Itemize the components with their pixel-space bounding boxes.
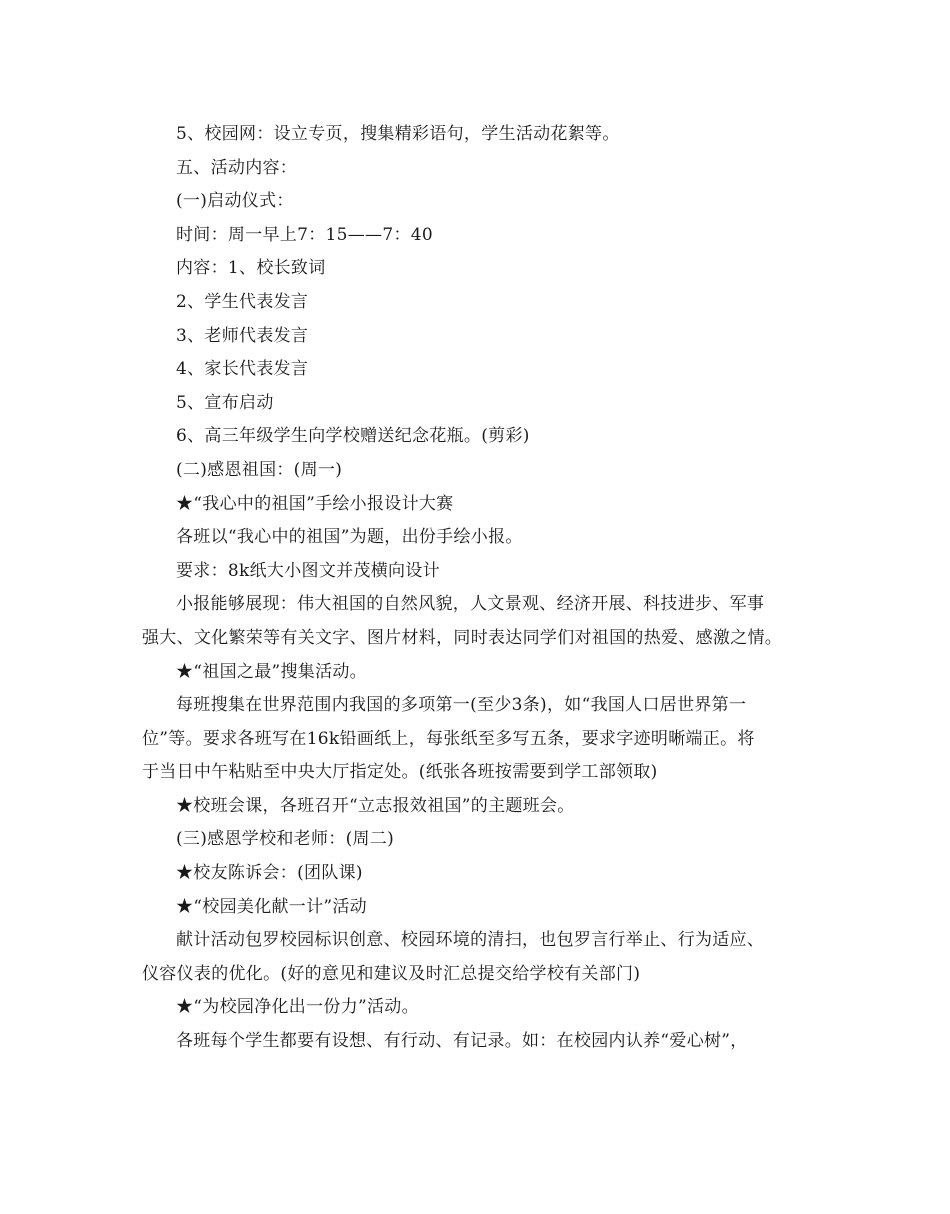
section-heading: 五、活动内容： bbox=[176, 157, 298, 178]
list-item: 6、高三年级学生向学校赠送纪念花瓶。(剪彩) bbox=[176, 426, 530, 447]
paragraph-line: 仪容仪表的优化。(好的意见和建议及时汇总提交给学校有关部门) bbox=[142, 963, 641, 984]
paragraph-line: 献计活动包罗校园标识创意、校园环境的清扫，也包罗言行举止、行为适应、 bbox=[176, 930, 765, 951]
activity-heading: ★校友陈诉会：(团队课) bbox=[176, 863, 363, 884]
paragraph-line: 每班搜集在世界范围内我国的多项第一(至少3条)，如“我国人口居世界第一 bbox=[176, 695, 747, 716]
activity-heading: ★“校园美化献一计”活动 bbox=[176, 896, 367, 917]
paragraph-line: 各班每个学生都要有设想、有行动、有记录。如：在校园内认养“爱心树”， bbox=[176, 1031, 748, 1052]
paragraph-line: 小报能够展现：伟大祖国的自然风貌，人文景观、经济开展、科技进步、军事 bbox=[176, 594, 765, 615]
paragraph-line: 5、校园网：设立专页，搜集精彩语句，学生活动花絮等。 bbox=[176, 124, 620, 144]
paragraph-line: 位”等。要求各班写在16k铅画纸上，每张纸至多写五条，要求字迹明晰端正。将 bbox=[142, 728, 755, 749]
paragraph-line: 于当日中午粘贴至中央大厅指定处。(纸张各班按需要到学工部领取) bbox=[142, 762, 658, 783]
list-item: 5、宣布启动 bbox=[176, 392, 274, 413]
activity-heading: ★“为校园净化出一份力”活动。 bbox=[176, 997, 419, 1018]
document-body bbox=[142, 118, 822, 1059]
activity-heading: ★“祖国之最”搜集活动。 bbox=[176, 661, 367, 682]
subsection-heading: (二)感恩祖国：(周一) bbox=[176, 459, 343, 480]
paragraph-line: 时间：周一早上7：15——7：40 bbox=[176, 224, 433, 245]
list-item: 3、老师代表发言 bbox=[176, 325, 309, 346]
subsection-heading: (一)启动仪式： bbox=[176, 191, 294, 212]
activity-heading: ★校班会课，各班召开“立志报效祖国”的主题班会。 bbox=[176, 795, 575, 816]
list-item: 2、学生代表发言 bbox=[176, 291, 309, 312]
paragraph-line: 要求：8k纸大小图文并茂横向设计 bbox=[176, 560, 440, 581]
list-item: 4、家长代表发言 bbox=[176, 359, 309, 380]
paragraph-line: 内容：1、校长致词 bbox=[176, 258, 326, 279]
activity-heading: ★“我心中的祖国”手绘小报设计大赛 bbox=[176, 493, 454, 514]
paragraph-line: 强大、文化繁荣等有关文字、图片材料，同时表达同学们对祖国的热爱、感激之情。 bbox=[142, 627, 783, 648]
paragraph-line: 各班以“我心中的祖国”为题，出份手绘小报。 bbox=[176, 527, 523, 548]
subsection-heading: (三)感恩学校和老师：(周二) bbox=[176, 829, 395, 850]
